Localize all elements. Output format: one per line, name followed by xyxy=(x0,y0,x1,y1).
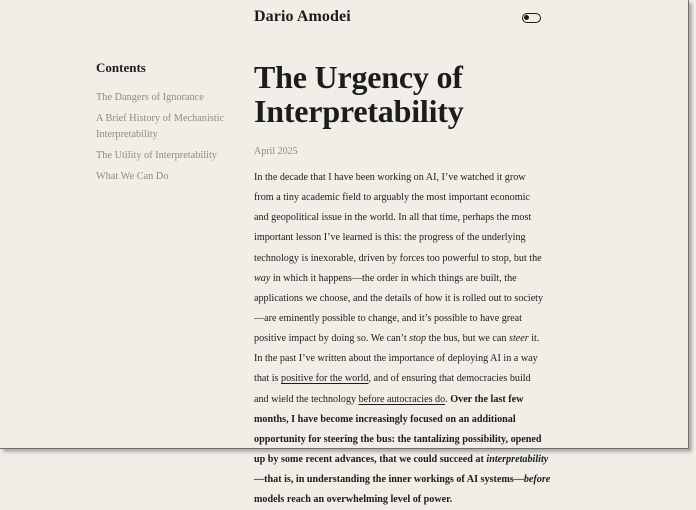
body-line xyxy=(254,208,544,228)
article xyxy=(254,59,551,510)
body-line xyxy=(254,390,544,410)
emphasis-text: stop xyxy=(409,333,427,345)
text-run: in which it happens—the order in which things are built, the xyxy=(270,272,517,284)
body-line xyxy=(254,269,544,289)
bold-emphasis-text: interpretability xyxy=(486,453,549,465)
text-run: the bus, but we can xyxy=(426,333,510,345)
text-run: In the decade that I have been working on AI, I’ve watched it grow xyxy=(254,172,526,183)
emphasis-text: steer xyxy=(509,333,529,345)
body-line xyxy=(254,430,544,450)
text-run: technology is inexorable, driven by forces too powerful to stop, but the xyxy=(254,252,542,264)
emphasis-text: way xyxy=(254,272,271,284)
body-line xyxy=(254,168,544,188)
body-line xyxy=(254,249,544,269)
text-run: and geopolitical issue in the world. In all that time, perhaps the most xyxy=(254,212,532,224)
body-line xyxy=(254,289,544,309)
theme-toggle-switch-icon[interactable] xyxy=(522,13,541,23)
body-line xyxy=(254,349,544,369)
bold-text: opportunity for steering the bus: the tantalizing possibility, opened xyxy=(254,433,542,445)
text-run: —are eminently possible to change, and it’s possible to have great xyxy=(254,312,522,324)
toggle-knob xyxy=(524,15,529,20)
article-title-line-2: Interpretability xyxy=(254,93,464,129)
text-run: that is xyxy=(254,373,281,385)
site-title[interactable]: Dario Amodei xyxy=(254,8,351,25)
inline-link[interactable]: before autocracies do xyxy=(358,393,446,405)
toc-item-brief-history[interactable]: A Brief History of Mechanistic Interpretability xyxy=(96,113,225,140)
text-run: , and of ensuring that democracies build xyxy=(368,373,531,385)
text-run: it. xyxy=(528,333,540,345)
article-title-line-1: The Urgency of xyxy=(254,59,463,95)
text-run: important lesson I’ve learned is this: the progress of the underlying xyxy=(254,232,526,244)
text-run: . xyxy=(445,393,451,405)
text-run: from a tiny academic field to arguably the most important economic xyxy=(254,192,530,204)
bold-emphasis-text: before xyxy=(523,474,551,486)
body-line xyxy=(254,410,544,430)
body-line xyxy=(254,490,544,510)
body-line xyxy=(254,450,549,470)
article-title xyxy=(254,60,544,128)
text-run: and wield the technology xyxy=(254,393,359,405)
text-run: In the past I’ve written about the importance of deploying AI in a way xyxy=(254,353,538,365)
bold-text: up by some recent advances, that we could succeed at xyxy=(254,453,487,465)
body-line xyxy=(254,228,544,248)
body-line xyxy=(254,309,544,329)
bold-text: models reach an overwhelming level of power. xyxy=(254,494,453,506)
toc-item-what-we-can-do[interactable]: What We Can Do xyxy=(96,171,169,182)
publish-date: April 2025 xyxy=(254,146,298,157)
body-line xyxy=(254,470,551,490)
body-line xyxy=(254,369,544,389)
table-of-contents xyxy=(96,60,236,190)
toc-item-dangers-of-ignorance[interactable]: The Dangers of Ignorance xyxy=(96,92,204,103)
body-line xyxy=(254,329,544,349)
toc-heading: Contents xyxy=(96,60,146,75)
text-run: positive impact by doing so. We can’t xyxy=(254,333,410,345)
body-line xyxy=(254,188,544,208)
bold-text: —that is, in understanding the inner workings of AI systems— xyxy=(254,474,524,486)
bold-text: months, I have become increasingly focused on an additional xyxy=(254,413,516,425)
bold-text: Over the last few xyxy=(450,393,524,405)
text-run: applications we choose, and the details of how it is rolled out to society xyxy=(254,292,544,304)
toc-item-utility[interactable]: The Utility of Interpretability xyxy=(96,150,217,161)
inline-link[interactable]: positive for the world xyxy=(281,373,369,385)
article-body-paragraph xyxy=(254,168,551,510)
